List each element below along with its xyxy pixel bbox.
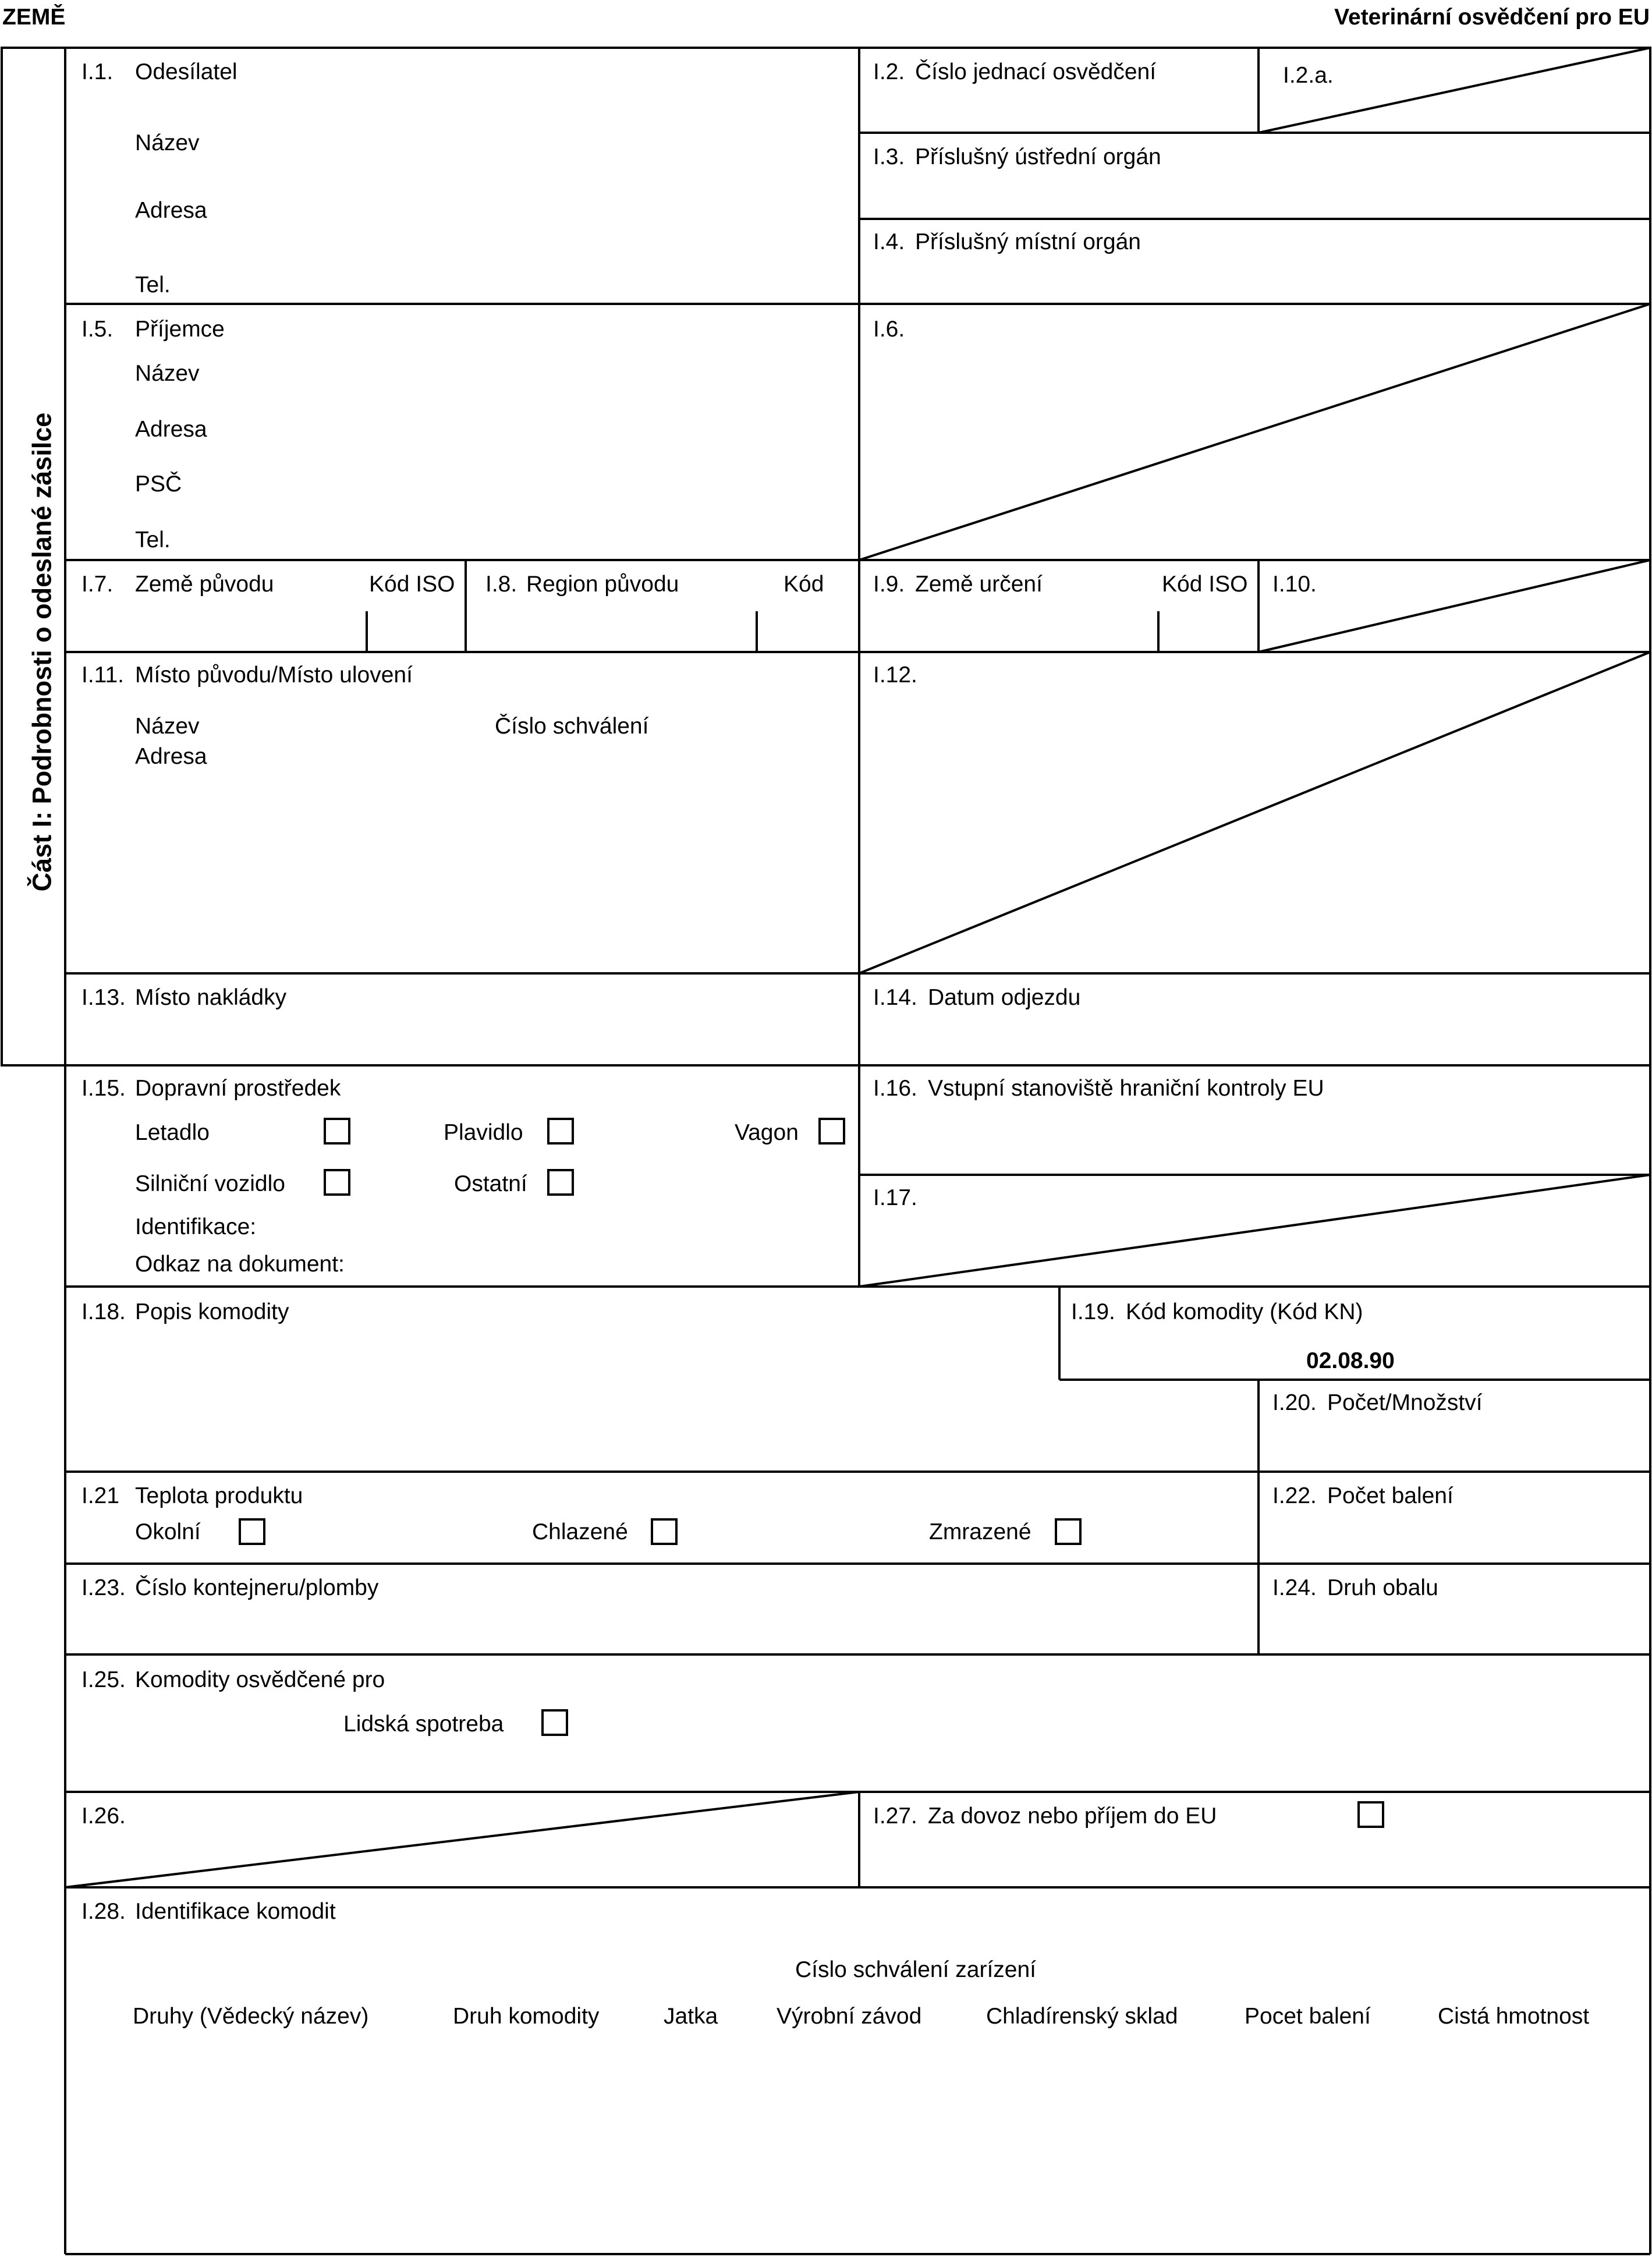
- i20-label: Počet/Množství: [1327, 1390, 1483, 1415]
- chilled-checkbox[interactable]: [651, 1518, 678, 1545]
- i21-label: Teplota produktu: [135, 1483, 303, 1508]
- i16-number: I.16.: [873, 1076, 917, 1101]
- i3-label: Příslušný ústřední orgán: [915, 144, 1161, 169]
- i24-number: I.24.: [1272, 1575, 1317, 1600]
- i13-number: I.13.: [81, 985, 126, 1010]
- i14-number: I.14.: [873, 985, 917, 1010]
- i5-name-label: Název: [135, 361, 200, 386]
- import-eu-checkbox[interactable]: [1357, 1801, 1384, 1828]
- i16-label: Vstupní stanoviště hraniční kontroly EU: [928, 1076, 1324, 1101]
- i14-label: Datum odjezdu: [928, 985, 1081, 1010]
- i1-tel-label: Tel.: [135, 272, 171, 297]
- i28-col-species: Druhy (Vědecký název): [133, 2004, 369, 2029]
- i23-number: I.23.: [81, 1575, 126, 1600]
- i11-address-label: Adresa: [135, 744, 207, 769]
- i1-label: Odesílatel: [135, 59, 237, 84]
- i7-number: I.7.: [81, 572, 114, 597]
- ambient-checkbox[interactable]: [239, 1518, 265, 1545]
- i13-label: Místo nakládky: [135, 985, 287, 1010]
- plane-checkbox[interactable]: [324, 1118, 350, 1145]
- i25-human-consumption-label: Lidská spotreba: [343, 1712, 504, 1737]
- i18-label: Popis komodity: [135, 1299, 289, 1324]
- i21-ambient-label: Okolní: [135, 1519, 201, 1544]
- i18-number: I.18.: [81, 1299, 126, 1324]
- i25-number: I.25.: [81, 1667, 126, 1692]
- road-vehicle-checkbox[interactable]: [324, 1169, 350, 1196]
- i28-col-packages: Pocet balení: [1245, 2004, 1371, 2029]
- i15-ship-label: Plavidlo: [444, 1120, 523, 1145]
- i2a-number: I.2.a.: [1283, 63, 1334, 88]
- i26-number: I.26.: [81, 1804, 126, 1829]
- i8-code-label: Kód: [784, 572, 824, 597]
- i11-number: I.11.: [81, 662, 124, 688]
- part-one-frame: [2, 48, 1650, 1065]
- i28-col-plant: Výrobní závod: [777, 2004, 922, 2029]
- i1-number: I.1.: [81, 59, 114, 84]
- i11-label: Místo původu/Místo ulovení: [135, 662, 413, 688]
- i17-number: I.17.: [873, 1185, 917, 1210]
- i5-tel-label: Tel.: [135, 527, 171, 552]
- i4-number: I.4.: [873, 229, 905, 254]
- i9-code-label: Kód ISO: [1162, 572, 1248, 597]
- i1-name-label: Název: [135, 130, 200, 155]
- side-label: Část I: Podrobnosti o odeslané zásilce: [27, 412, 57, 892]
- i15-road-label: Silniční vozidlo: [135, 1171, 285, 1196]
- i9-number: I.9.: [873, 572, 905, 597]
- i20-number: I.20.: [1272, 1390, 1317, 1415]
- i28-label: Identifikace komodit: [135, 1899, 336, 1924]
- i8-label: Region původu: [526, 572, 679, 597]
- i4-label: Příslušný místní orgán: [915, 229, 1141, 254]
- i28-col-commodity-type: Druh komodity: [453, 2004, 600, 2029]
- human-consumption-checkbox[interactable]: [541, 1709, 568, 1736]
- i21-frozen-label: Zmrazené: [929, 1519, 1031, 1544]
- i19-number: I.19.: [1071, 1299, 1115, 1324]
- i9-label: Země určení: [915, 572, 1043, 597]
- other-transport-checkbox[interactable]: [547, 1169, 574, 1196]
- i5-postcode-label: PSČ: [135, 472, 182, 497]
- i28-col-cold-store: Chladírenský sklad: [986, 2004, 1178, 2029]
- i7-label: Země původu: [135, 572, 274, 597]
- i11-approval-label: Číslo schválení: [495, 714, 649, 739]
- i28-number: I.28.: [81, 1899, 126, 1924]
- i1-address-label: Adresa: [135, 198, 207, 223]
- i2-label: Číslo jednací osvědčení: [915, 59, 1157, 84]
- i7-code-label: Kód ISO: [369, 572, 455, 597]
- i27-label: Za dovoz nebo příjem do EU: [928, 1804, 1217, 1829]
- i15-identification-label: Identifikace:: [135, 1214, 257, 1239]
- i15-other-label: Ostatní: [454, 1171, 527, 1196]
- frozen-checkbox[interactable]: [1055, 1518, 1082, 1545]
- i12-number: I.12.: [873, 662, 917, 688]
- i15-plane-label: Letadlo: [135, 1120, 210, 1145]
- i5-address-label: Adresa: [135, 417, 207, 442]
- i24-label: Druh obalu: [1327, 1575, 1438, 1600]
- i21-number: I.21: [81, 1483, 120, 1508]
- i28-approval-header: Císlo schválení zarízení: [795, 1957, 1037, 1982]
- header-title: Veterinární osvědčení pro EU: [1334, 5, 1650, 30]
- i10-number: I.10.: [1272, 572, 1317, 597]
- i23-label: Číslo kontejneru/plomby: [135, 1575, 379, 1600]
- header-country: ZEMĚ: [2, 5, 66, 30]
- i22-number: I.22.: [1272, 1483, 1317, 1508]
- i15-wagon-label: Vagon: [735, 1120, 799, 1145]
- i28-col-slaughterhouse: Jatka: [664, 2004, 718, 2029]
- i8-number: I.8.: [485, 572, 517, 597]
- i5-number: I.5.: [81, 317, 114, 342]
- ship-checkbox[interactable]: [547, 1118, 574, 1145]
- i6-number: I.6.: [873, 317, 905, 342]
- wagon-checkbox[interactable]: [818, 1118, 845, 1145]
- i22-label: Počet balení: [1327, 1483, 1454, 1508]
- commodity-code-value: 02.08.90: [1306, 1348, 1395, 1373]
- i3-number: I.3.: [873, 144, 905, 169]
- i5-label: Příjemce: [135, 317, 225, 342]
- i21-chilled-label: Chlazené: [532, 1519, 628, 1544]
- i11-name-label: Název: [135, 714, 200, 739]
- i25-label: Komodity osvědčené pro: [135, 1667, 385, 1692]
- i2-number: I.2.: [873, 59, 905, 84]
- i15-label: Dopravní prostředek: [135, 1076, 341, 1101]
- i19-label: Kód komodity (Kód KN): [1126, 1299, 1363, 1324]
- i27-number: I.27.: [873, 1804, 917, 1829]
- i15-number: I.15.: [81, 1076, 126, 1101]
- i15-doc-ref-label: Odkaz na dokument:: [135, 1252, 345, 1277]
- i28-col-net-weight: Cistá hmotnost: [1438, 2004, 1590, 2029]
